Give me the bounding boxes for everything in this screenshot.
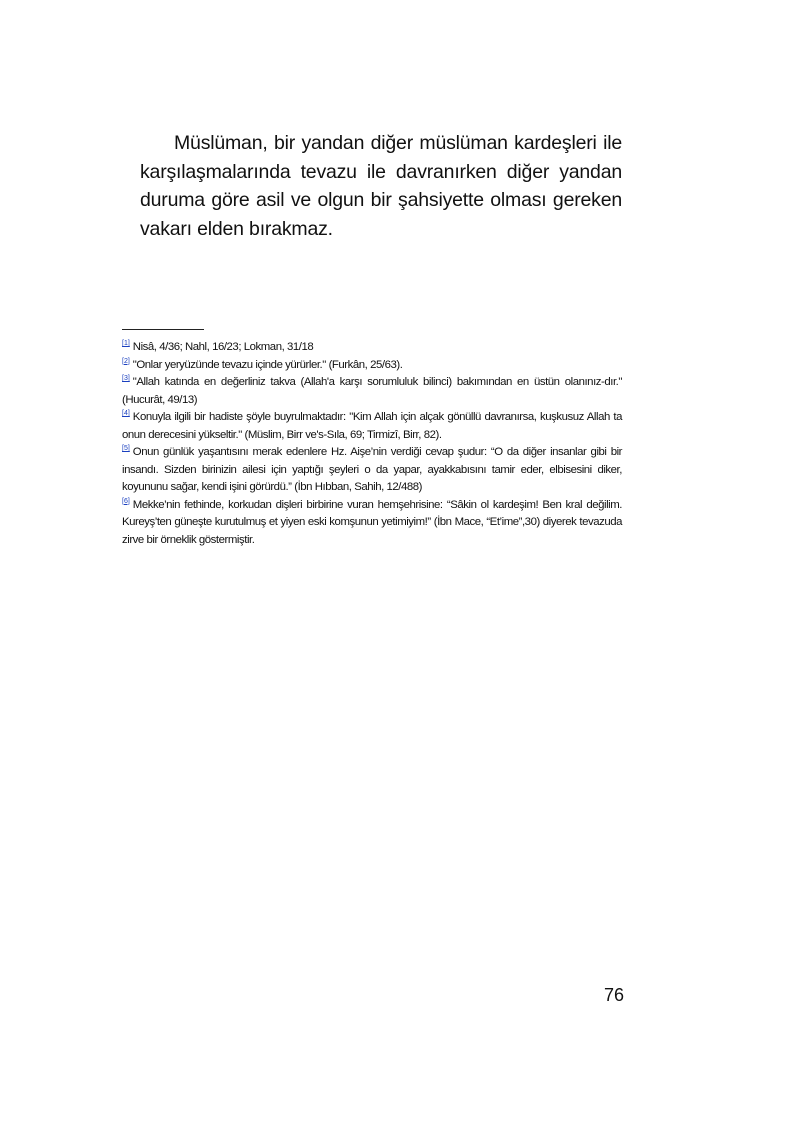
footnote-text-6: Mekke’nin fethinde, korkudan dişleri birbirine vuran hemşehrisine: “Sâkin ol kardeşim! Ben kral değilim. Kureyş’ten güneşte kurutulmuş et yiyen eski komşunun yetimiyim!” (İbn Mace, “Et’ime”,30) diyerek tevazuda zirve bir örneklik göstermiştir. (122, 498, 622, 546)
footnote-text-4: Konuyla ilgili bir hadiste şöyle buyrulmaktadır: "Kim Allah için alçak gönüllü davranırsa, kuşkusuz Allah ta onun derecesini yükseltir." (Müslim, Birr ve's-Sıla, 69; Tirmizî, Birr, 82). (122, 411, 622, 441)
footnote-link-3[interactable]: [3] (122, 375, 130, 382)
footnote-link-6[interactable]: [6] (122, 497, 130, 505)
footnote-text-1: Nisâ, 4/36; Nahl, 16/23; Lokman, 31/18 (132, 341, 314, 353)
footnote-1 (122, 339, 622, 357)
footnote-text-2: "Onlar yeryüzünde tevazu içinde yürürler." (Furkân, 25/63). (132, 358, 403, 371)
footnote-link-2[interactable]: [2] (122, 357, 130, 365)
footnote-link-5[interactable]: [5] (122, 445, 130, 452)
page-number: 76 (603, 985, 624, 1005)
footnote-4 (122, 409, 622, 444)
footnote-2 (122, 357, 622, 375)
footnote-link-1[interactable]: [1] (122, 340, 130, 347)
footnote-text-3: "Allah katında en değerliniz takva (Allah'a karşı sorumluluk bilinci) bakımından en üstün olanınız-dır." (Hucurât, 49/13) (122, 376, 622, 406)
footnote-6 (122, 497, 622, 550)
footnote-link-4[interactable]: [4] (122, 410, 130, 417)
footnotes-list (122, 339, 622, 549)
footnote-text-5: Onun günlük yaşantısını merak edenlere Hz. Aişe’nin verdiği cevap şudur: “O da diğer insanlar gibi bir insandı. Sizden birinizin ailesi için yaptığı şeyleri o da yapar, ayakkabısını tamir eder, elbisesini diker, koyununu sağar, kendi işini görürdü.” (İbn Hıbban, Sahih, 12/488) (122, 446, 622, 493)
footnote-3 (122, 374, 622, 409)
footnote-separator (122, 329, 204, 330)
footnote-5 (122, 444, 622, 497)
body-paragraph: Müslüman, bir yandan diğer müslüman kardeşleri ile karşılaşmalarında tevazu ile davranırken diğer yandan duruma göre asil ve olgun bir şahsiyette olması gereken vakarı elden bırakmaz. (140, 132, 622, 240)
